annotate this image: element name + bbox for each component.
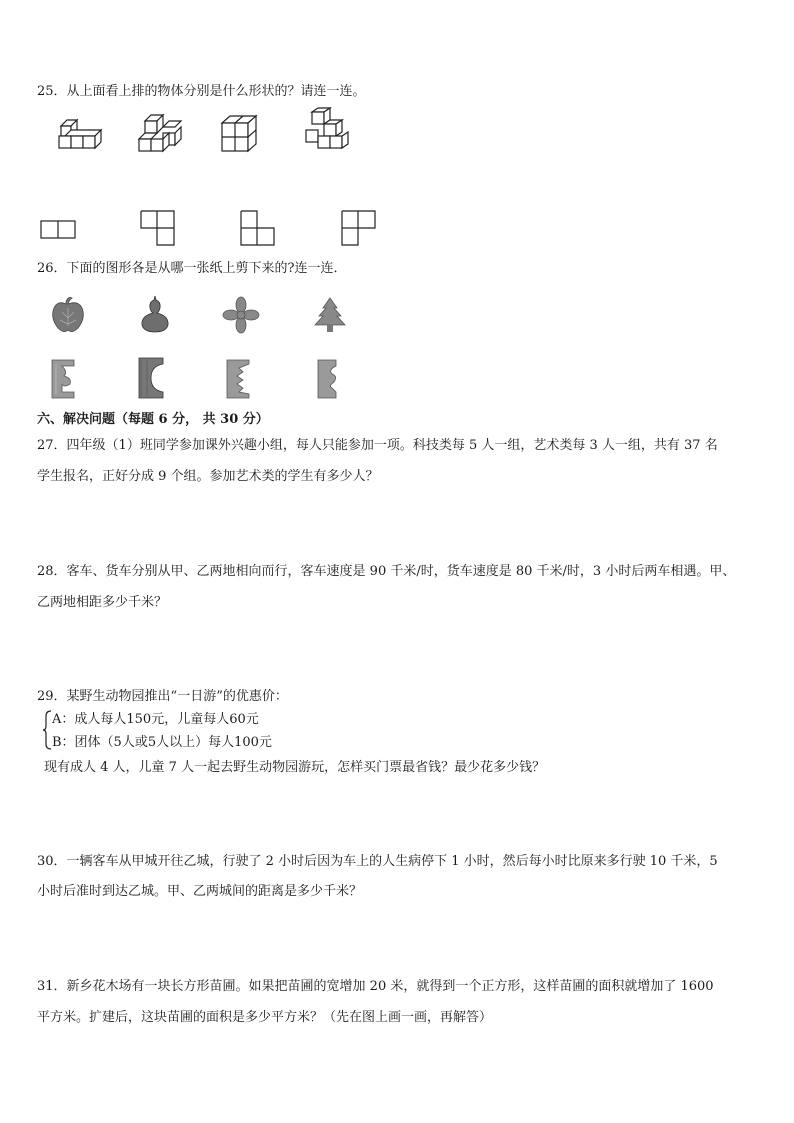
cut-paper-icon bbox=[50, 358, 82, 400]
tree-cutout-icon bbox=[312, 296, 348, 334]
question-31-line-2: 平方米。扩建后，这块苗圃的面积是多少平方米？（先在图上画一画，再解答） bbox=[37, 1010, 493, 1025]
cut-paper-icon bbox=[316, 358, 348, 400]
question-28-line-2: 乙两地相距多少千米？ bbox=[37, 595, 168, 610]
question-27-line-1: 27．四年级（1）班同学参加课外兴趣小组，每人只能参加一项。科技类每 5 人一组，艺术类每 3 人一组，共有 37 名 bbox=[37, 438, 718, 453]
cube-stack-icon bbox=[298, 108, 358, 163]
cut-paper-icon bbox=[137, 356, 169, 400]
cut-paper-icon bbox=[225, 358, 257, 400]
gourd-cutout-icon bbox=[135, 294, 175, 334]
cube-stack-icon bbox=[55, 118, 115, 163]
apple-cutout-icon bbox=[48, 296, 88, 334]
top-view-grid-icon bbox=[40, 220, 80, 240]
question-28-line-1: 28．客车、货车分别从甲、乙两地相向而行，客车速度是 90 千米/时，货车速度是 80 千米/时，3 小时后两车相遇。甲、 bbox=[37, 564, 736, 579]
section-6-heading: 六、解决问题（每题 6 分， 共 30 分） bbox=[37, 412, 269, 427]
question-27-line-2: 学生报名，正好分成 9 个组。参加艺术类的学生有多少人？ bbox=[37, 469, 379, 484]
cube-stack-icon bbox=[218, 113, 278, 163]
question-25-text: 25．从上面看上排的物体分别是什么形状的？请连一连。 bbox=[37, 84, 366, 99]
question-29-question: 现有成人 4 人，儿童 7 人一起去野生动物园游玩，怎样买门票最省钱？最少花多少钱？ bbox=[44, 760, 546, 775]
flower-cutout-icon bbox=[220, 296, 262, 334]
question-29-option-a: A：成人每人150元，儿童每人60元 bbox=[52, 712, 259, 727]
question-30-line-2: 小时后准时到达乙城。甲、乙两城间的距离是多少千米？ bbox=[37, 884, 363, 899]
question-30-line-1: 30．一辆客车从甲城开往乙城，行驶了 2 小时后因为车上的人生病停下 1 小时，然后每小时比原来多行驶 10 千米，5 bbox=[37, 854, 718, 869]
top-view-grid-icon bbox=[341, 210, 381, 250]
question-26-text: 26．下面的图形各是从哪一张纸上剪下来的?连一连． bbox=[37, 261, 347, 276]
top-view-grid-icon bbox=[140, 210, 180, 250]
question-31-line-1: 31．新乡花木场有一块长方形苗圃。如果把苗圃的宽增加 20 米，就得到一个正方形，这样苗圃的面积就增加了 1600 bbox=[37, 979, 714, 994]
question-29-intro: 29．某野生动物园推出“一日游”的优惠价： bbox=[37, 689, 288, 704]
cube-stack-icon bbox=[135, 113, 195, 163]
top-view-grid-icon bbox=[240, 210, 280, 250]
question-29-option-b: B：团体（5人或5人以上）每人100元 bbox=[52, 735, 272, 750]
option-brace-icon bbox=[42, 710, 52, 750]
